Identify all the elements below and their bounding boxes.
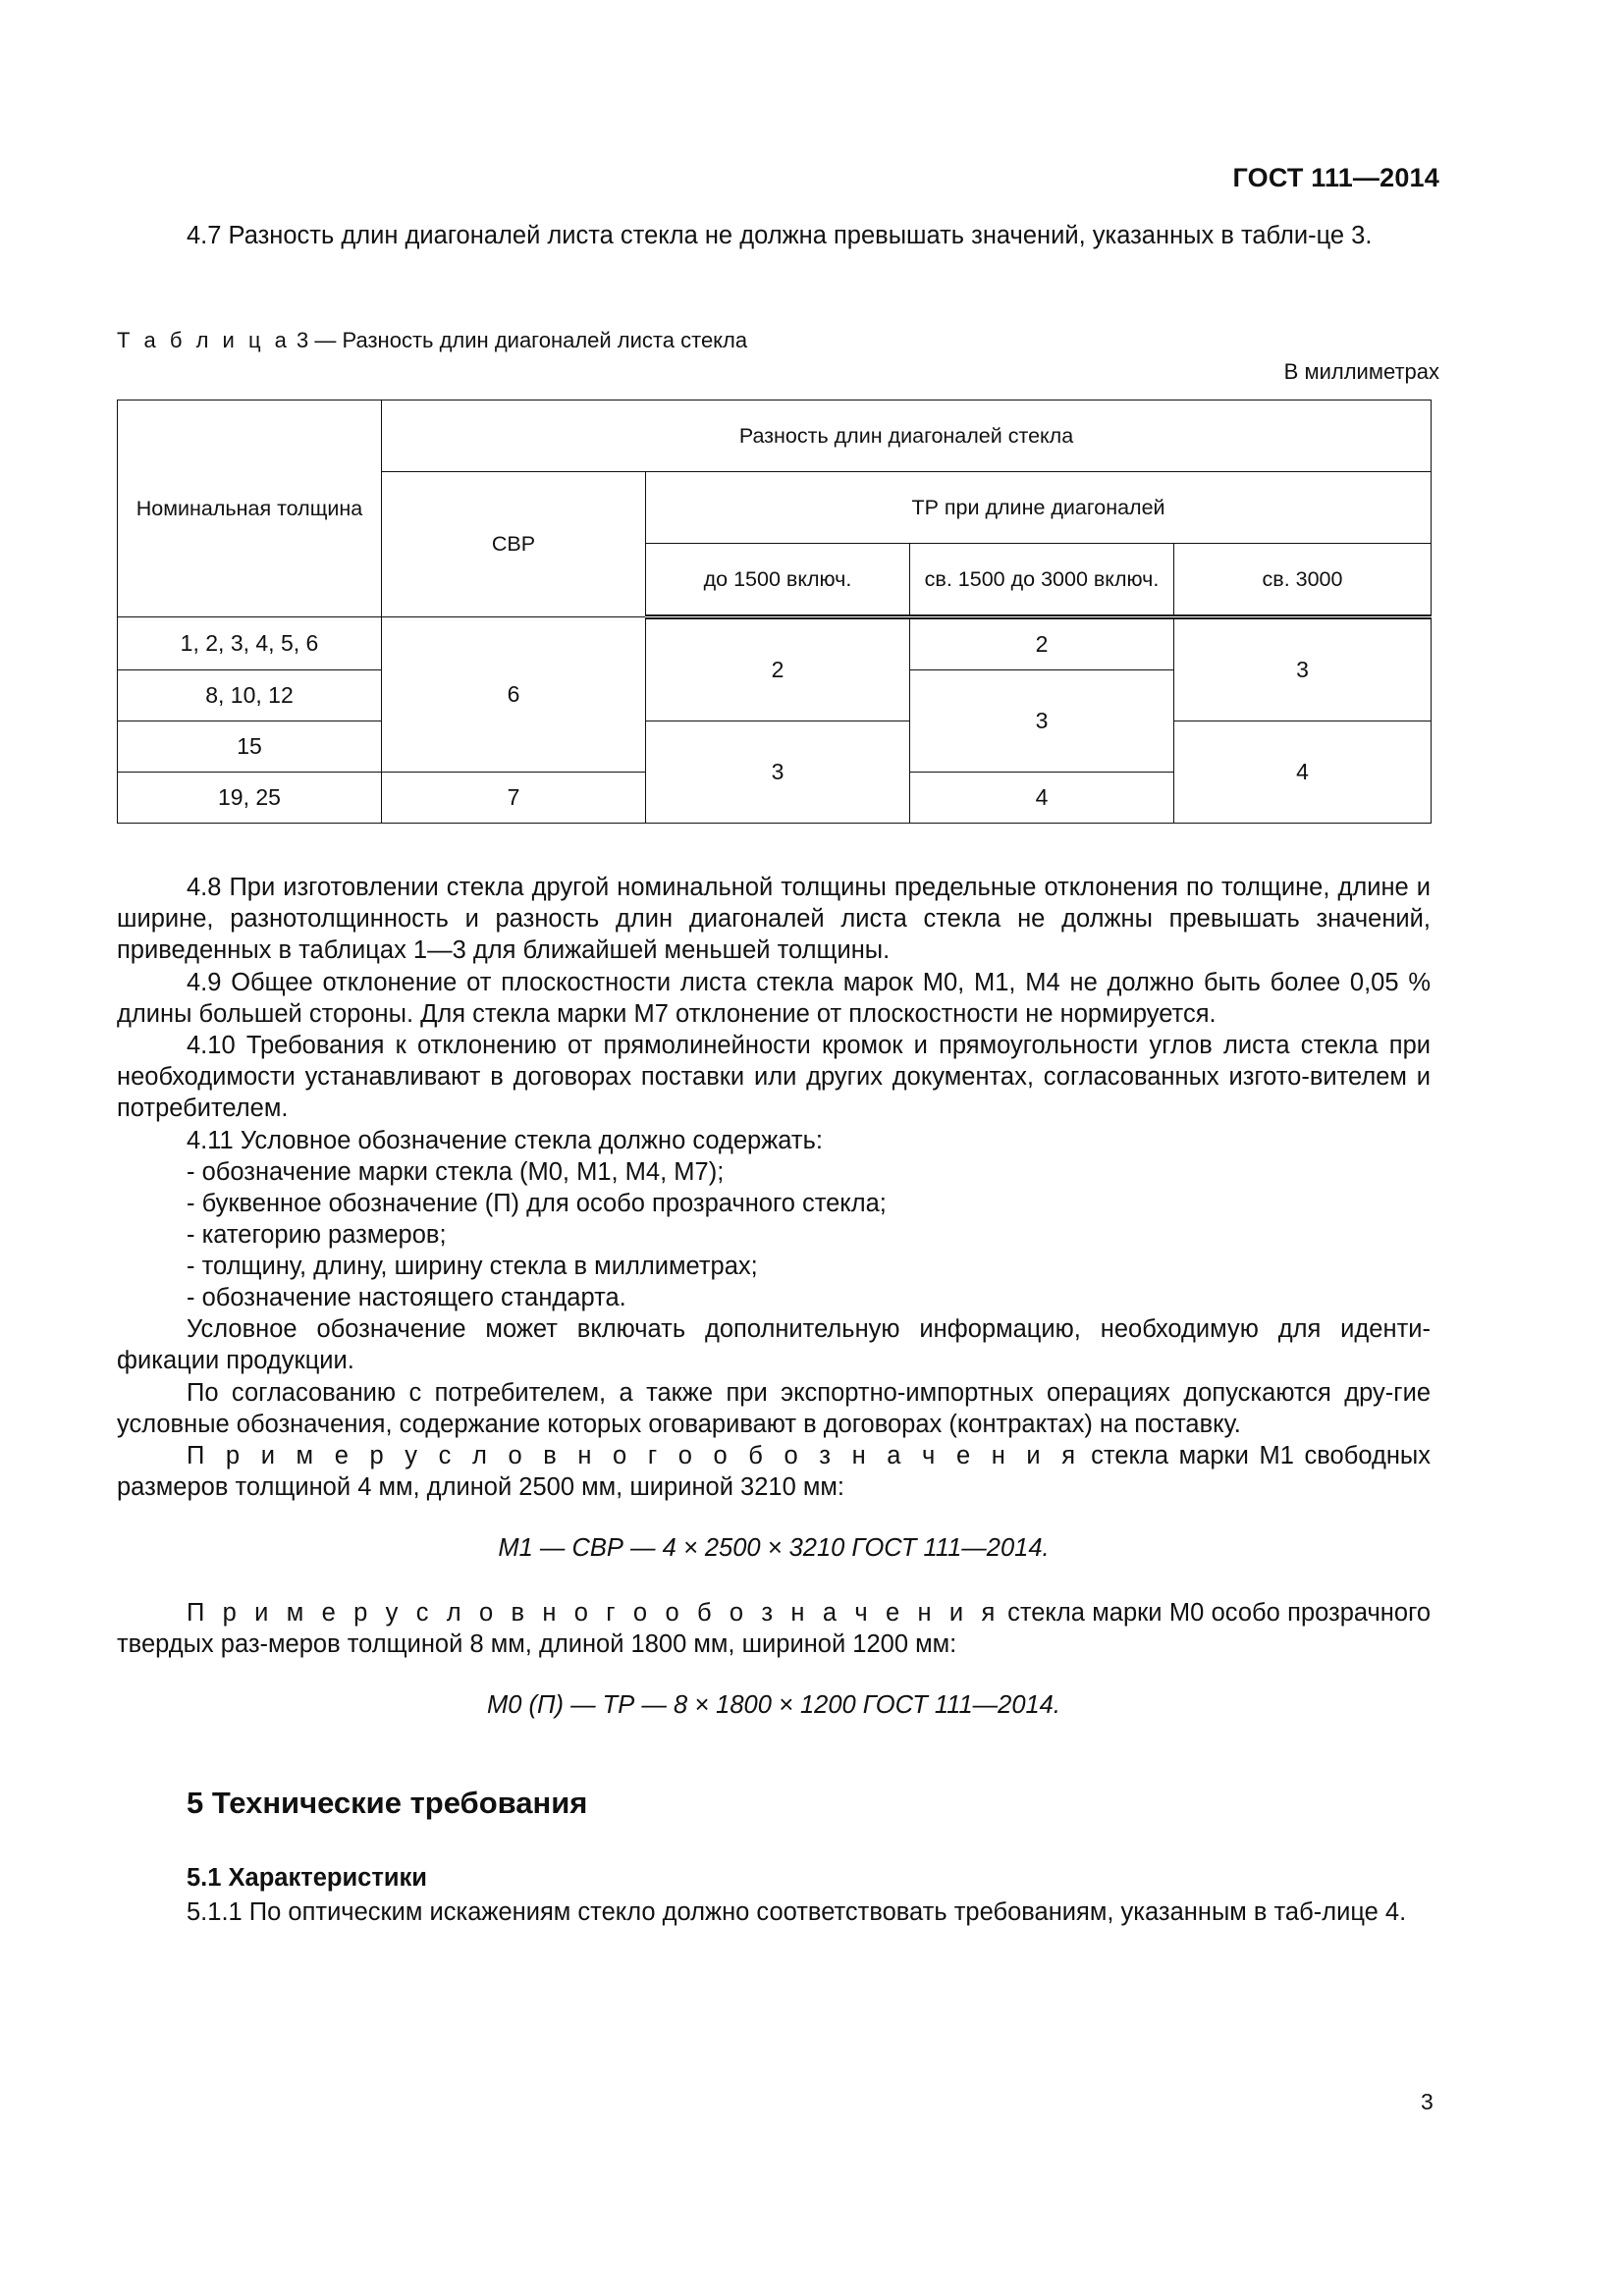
- clause-4-8: 4.8 При изготовлении стекла другой номинальной толщины предельные отклонения по толщине, длине и ширине, разнотолщинность и разность длин диагоналей листа стекла не должны превышать значений, приведенных в таблицах 1—3 для ближайшей меньшей толщины.: [117, 874, 1431, 965]
- cell-thickness: 8, 10, 12: [118, 670, 382, 721]
- cell-thickness: 19, 25: [118, 773, 382, 824]
- list-item: - обозначение настоящего стандарта.: [187, 1284, 626, 1311]
- cell-tr1: 2: [646, 617, 910, 721]
- header-tr-group: ТР при длине диагоналей: [646, 472, 1432, 544]
- section-5-heading: 5 Технические требования: [187, 1786, 588, 1820]
- cell-tr3: 3: [1174, 617, 1432, 721]
- table-row: [118, 617, 1432, 670]
- table-units: В миллиметрах: [1283, 359, 1439, 384]
- header-tr-col-1: до 1500 включ.: [646, 544, 910, 617]
- clause-4-10: 4.10 Требования к отклонению от прямолинейности кромок и прямоугольности углов листа стекла при необходимости устанавливают в договорах поставки или других документах, согласованных изгото-вителем и потребителем.: [117, 1032, 1431, 1123]
- example-1-label: П р и м е р у с л о в н о г о о б о з н а ч е н и я: [187, 1442, 1081, 1469]
- table-3-diagonal-difference: [117, 400, 1432, 824]
- clause-4-7: 4.7 Разность длин диагоналей листа стекла не должна превышать значений, указанных в табли-це 3.: [187, 222, 1373, 249]
- list-item: - обозначение марки стекла (М0, М1, М4, М7);: [187, 1158, 725, 1186]
- cell-thickness: 1, 2, 3, 4, 5, 6: [118, 617, 382, 670]
- cell-tr1: 3: [646, 721, 910, 824]
- section-5-1-heading: 5.1 Характеристики: [187, 1864, 427, 1892]
- header-tr-col-2: св. 1500 до 3000 включ.: [910, 544, 1174, 617]
- table-caption: [117, 328, 747, 353]
- cell-tr2: 3: [910, 670, 1174, 773]
- cell-tr2: 2: [910, 617, 1174, 670]
- table-caption-prefix: Т а б л и ц а: [117, 328, 291, 352]
- cell-tr3: 4: [1174, 721, 1432, 824]
- example-2: [117, 1597, 1431, 1660]
- header-svr: СВР: [382, 472, 646, 617]
- example-1: [117, 1440, 1431, 1503]
- clause-4-11: 4.11 Условное обозначение стекла должно содержать:: [187, 1127, 823, 1154]
- list-item: - буквенное обозначение (П) для особо прозрачного стекла;: [187, 1190, 887, 1217]
- table-caption-title: — Разность длин диагоналей листа стекла: [314, 328, 748, 352]
- document-code: ГОСТ 111—2014: [1232, 163, 1439, 192]
- page-number: 3: [1421, 2089, 1434, 2114]
- clause-4-11-agreement: По согласованию с потребителем, а также при экспортно-импортных операциях допускаются дру-гие условные обозначения, содержание которых оговаривают в договорах (контрактах) на поставку.: [117, 1379, 1431, 1439]
- header-thickness: Номинальная толщина: [118, 400, 382, 617]
- table-row: [118, 721, 1432, 773]
- table-caption-number: 3: [297, 328, 309, 352]
- cell-tr2: 4: [910, 773, 1174, 824]
- header-group: Разность длин диагоналей стекла: [382, 400, 1432, 472]
- example-2-formula: М0 (П) — ТР — 8 × 1800 × 1200 ГОСТ 111—2014.: [487, 1691, 1060, 1719]
- cell-thickness: 15: [118, 721, 382, 773]
- example-2-label: П р и м е р у с л о в н о г о о б о з н а ч е н и я: [187, 1599, 1001, 1627]
- clause-4-11-extra: Условное обозначение может включать дополнительную информацию, необходимую для иденти-фикации продукции.: [117, 1315, 1431, 1375]
- example-2-text: стекла марки М0 особо прозрачного твердых раз-меров толщиной 8 мм, длиной 1800 мм, шириной 1200 мм:: [117, 1599, 1431, 1659]
- example-1-formula: М1 — СВР — 4 × 2500 × 3210 ГОСТ 111—2014.: [498, 1534, 1050, 1562]
- example-1-text: стекла марки М1 свободных размеров толщиной 4 мм, длиной 2500 мм, шириной 3210 мм:: [117, 1442, 1431, 1502]
- list-item: - толщину, длину, ширину стекла в миллиметрах;: [187, 1253, 758, 1280]
- cell-svr: 7: [382, 773, 646, 824]
- header-tr-col-3: св. 3000: [1174, 544, 1432, 617]
- clause-4-9: 4.9 Общее отклонение от плоскостности листа стекла марок М0, М1, М4 не должно быть более 0,05 % длины большей стороны. Для стекла марки М7 отклонение от плоскостности не нормируется.: [117, 969, 1431, 1029]
- cell-svr: 6: [382, 617, 646, 773]
- list-item: - категорию размеров;: [187, 1221, 447, 1249]
- clause-5-1-1: 5.1.1 По оптическим искажениям стекло должно соответствовать требованиям, указанным в таб-лице 4.: [187, 1898, 1407, 1926]
